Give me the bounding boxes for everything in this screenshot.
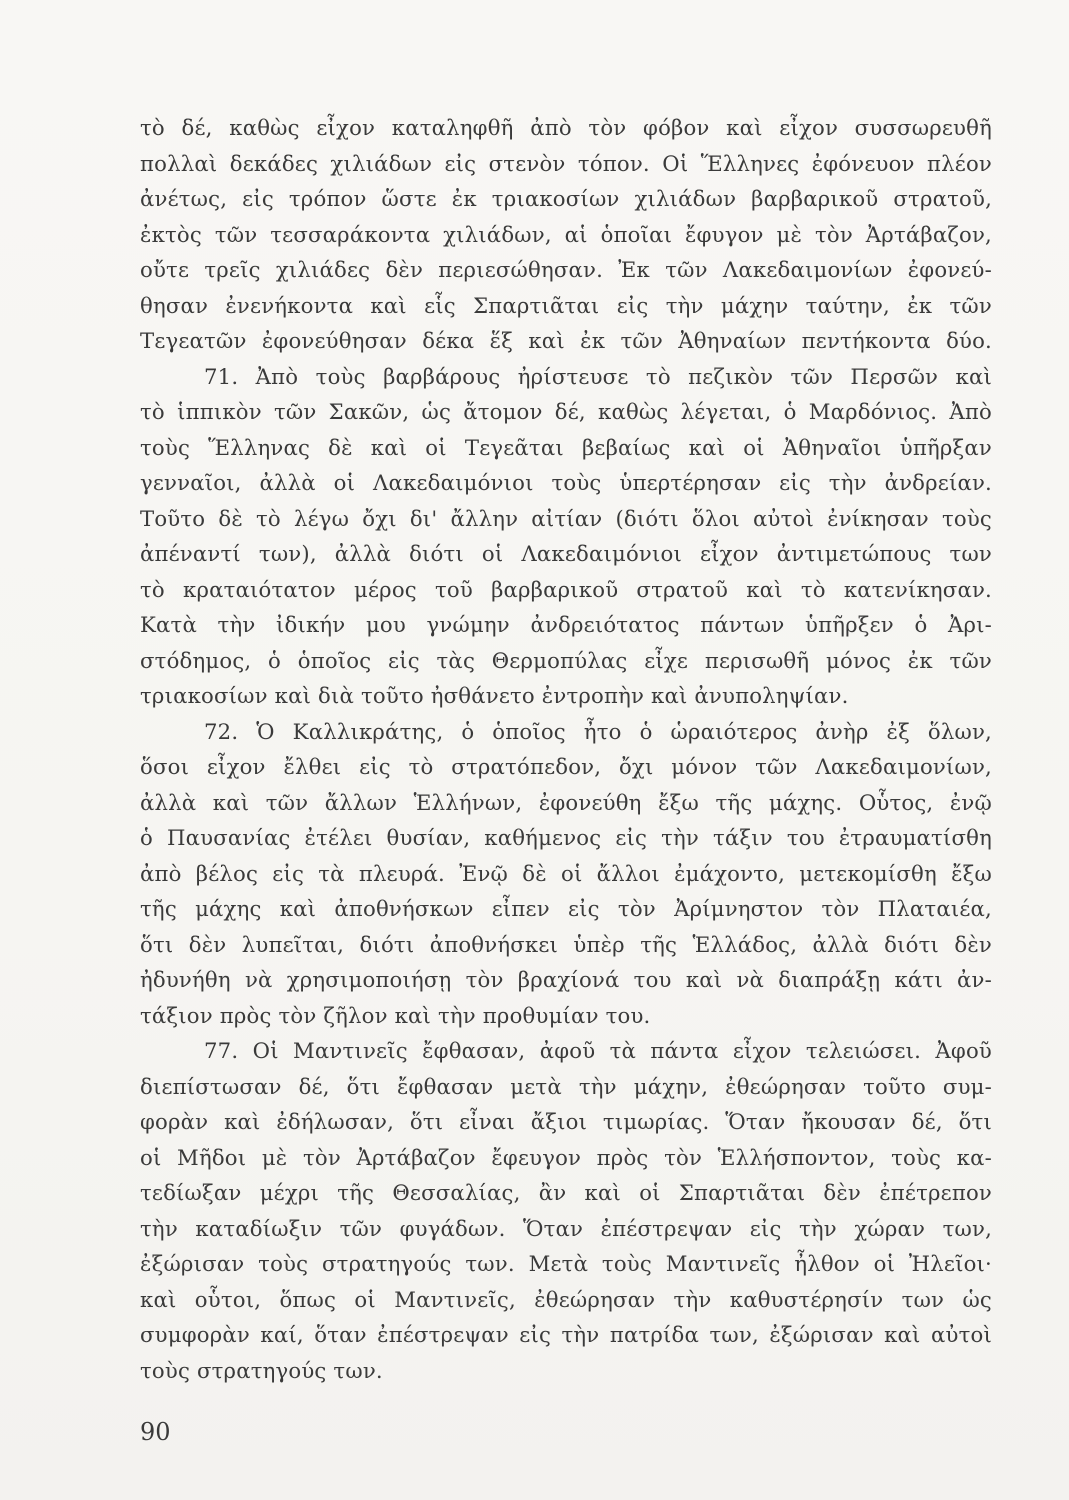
body-text [140, 110, 992, 1388]
text-line: τάξιον πρὸς τὸν ζῆλον καὶ τὴν προθυμίαν του. [140, 1002, 651, 1028]
text-line: οὔτε τρεῖς χιλιάδες δὲν περιεσώθησαν. Ἐκ τῶν Λακεδαιμονίων ἐφονεύ- [140, 257, 992, 282]
text-line: 72. Ὁ Καλλικράτης, ὁ ὁποῖος ἦτο ὁ ὡραιότερος ἀνὴρ ἐξ ὅλων, [204, 718, 992, 744]
text-line: τριακοσίων καὶ διὰ τοῦτο ἠσθάνετο ἐντροπὴν καὶ ἀνυποληψίαν. [140, 683, 849, 708]
text-line: συμφορὰν καί, ὅταν ἐπέστρεψαν εἰς τὴν πατρίδα των, ἐξώρισαν καὶ αὐτοὶ [140, 1322, 992, 1347]
text-line: ἀπέναντί των), ἀλλὰ διότι οἱ Λακεδαιμόνιοι εἶχον ἀντιμετώπους των [140, 541, 992, 566]
text-line: τὴν καταδίωξιν τῶν φυγάδων. Ὅταν ἐπέστρεψαν εἰς τὴν χώραν των, [140, 1215, 992, 1241]
text-line: ἀλλὰ καὶ τῶν ἄλλων Ἑλλήνων, ἐφονεύθη ἔξω τῆς μάχης. Οὗτος, ἐνῷ [140, 789, 992, 815]
text-line: ἐξώρισαν τοὺς στρατηγούς των. Μετὰ τοὺς Μαντινεῖς ἦλθον οἱ Ἠλεῖοι· [140, 1251, 992, 1276]
text-line: ὁ Παυσανίας ἐτέλει θυσίαν, καθήμενος εἰς τὴν τάξιν του ἐτραυματίσθη [140, 825, 992, 850]
text-line: ἐκτὸς τῶν τεσσαράκοντα χιλιάδων, αἱ ὁποῖαι ἔφυγον μὲ τὸν Ἀρτάβαζον, [140, 221, 992, 247]
text-line: ἀπὸ βέλος εἰς τὰ πλευρά. Ἐνῷ δὲ οἱ ἄλλοι ἐμάχοντο, μετεκομίσθη ἔξω [140, 860, 992, 886]
text-line: οἱ Μῆδοι μὲ τὸν Ἀρτάβαζον ἔφευγον πρὸς τὸν Ἑλλήσποντον, τοὺς κα- [140, 1144, 992, 1170]
text-line: 77. Οἱ Μαντινεῖς ἔφθασαν, ἀφοῦ τὰ πάντα εἶχον τελειώσει. Ἀφοῦ [204, 1038, 992, 1063]
text-line: τοὺς Ἕλληνας δὲ καὶ οἱ Τεγεᾶται βεβαίως καὶ οἱ Ἀθηναῖοι ὑπῆρξαν [140, 434, 992, 460]
text-line: τοὺς στρατηγούς των. [140, 1357, 383, 1383]
text-line: ἠδυνήθη νὰ χρησιμοποιήσῃ τὸν βραχίονά του καὶ νὰ διαπράξῃ κάτι ἀν- [140, 967, 992, 992]
page-number: 90 [140, 1418, 171, 1446]
text-line: στόδημος, ὁ ὁποῖος εἰς τὰς Θερμοπύλας εἶχε περισωθῆ μόνος ἐκ τῶν [140, 647, 992, 673]
text-line: τῆς μάχης καὶ ἀποθνήσκων εἶπεν εἰς τὸν Ἀρίμνηστον τὸν Πλαταιέα, [140, 896, 992, 921]
text-line: ὅτι δὲν λυπεῖται, διότι ἀποθνήσκει ὑπὲρ τῆς Ἑλλάδος, ἀλλὰ διότι δὲν [140, 931, 992, 957]
text-line: Τεγεατῶν ἐφονεύθησαν δέκα ἕξ καὶ ἐκ τῶν Ἀθηναίων πεντήκοντα δύο. [140, 328, 992, 353]
text-line: καὶ οὗτοι, ὅπως οἱ Μαντινεῖς, ἐθεώρησαν τὴν καθυστέρησίν των ὡς [140, 1286, 992, 1312]
text-line: θησαν ἐνενήκοντα καὶ εἷς Σπαρτιᾶται εἰς τὴν μάχην ταύτην, ἐκ τῶν [140, 292, 992, 318]
text-line: γενναῖοι, ἀλλὰ οἱ Λακεδαιμόνιοι τοὺς ὑπερτέρησαν εἰς τὴν ἀνδρείαν. [140, 470, 992, 495]
text-line: τὸ ἱππικὸν τῶν Σακῶν, ὡς ἄτομον δέ, καθὼς λέγεται, ὁ Μαρδόνιος. Ἀπὸ [140, 399, 992, 424]
text-line: τεδίωξαν μέχρι τῆς Θεσσαλίας, ἂν καὶ οἱ Σπαρτιᾶται δὲν ἐπέτρεπον [140, 1180, 992, 1205]
text-line: φορὰν καὶ ἐδήλωσαν, ὅτι εἶναι ἄξιοι τιμωρίας. Ὅταν ἤκουσαν δέ, ὅτι [140, 1109, 992, 1134]
text-line: τὸ κραταιότατον μέρος τοῦ βαρβαρικοῦ στρατοῦ καὶ τὸ κατενίκησαν. [140, 576, 992, 602]
text-line: διεπίστωσαν δέ, ὅτι ἔφθασαν μετὰ τὴν μάχην, ἐθεώρησαν τοῦτο συμ- [140, 1073, 992, 1099]
text-line: Τοῦτο δὲ τὸ λέγω ὄχι δι' ἄλλην αἰτίαν (διότι ὅλοι αὐτοὶ ἐνίκησαν τοὺς [140, 505, 992, 531]
text-line: τὸ δέ, καθὼς εἶχον καταληφθῆ ἀπὸ τὸν φόβον καὶ εἶχον συσσωρευθῆ [140, 115, 992, 140]
text-line: Κατὰ τὴν ἰδικήν μου γνώμην ἀνδρειότατος πάντων ὑπῆρξεν ὁ Ἀρι- [140, 612, 992, 637]
text-line: ὅσοι εἶχον ἔλθει εἰς τὸ στρατόπεδον, ὄχι μόνον τῶν Λακεδαιμονίων, [140, 754, 992, 779]
text-line: ἀνέτως, εἰς τρόπον ὥστε ἐκ τριακοσίων χιλιάδων βαρβαρικοῦ στρατοῦ, [140, 186, 992, 211]
text-line: 71. Ἀπὸ τοὺς βαρβάρους ἠρίστευσε τὸ πεζικὸν τῶν Περσῶν καὶ [204, 363, 992, 389]
text-line: πολλαὶ δεκάδες χιλιάδων εἰς στενὸν τόπον. Οἱ Ἕλληνες ἐφόνευον πλέον [140, 150, 992, 176]
